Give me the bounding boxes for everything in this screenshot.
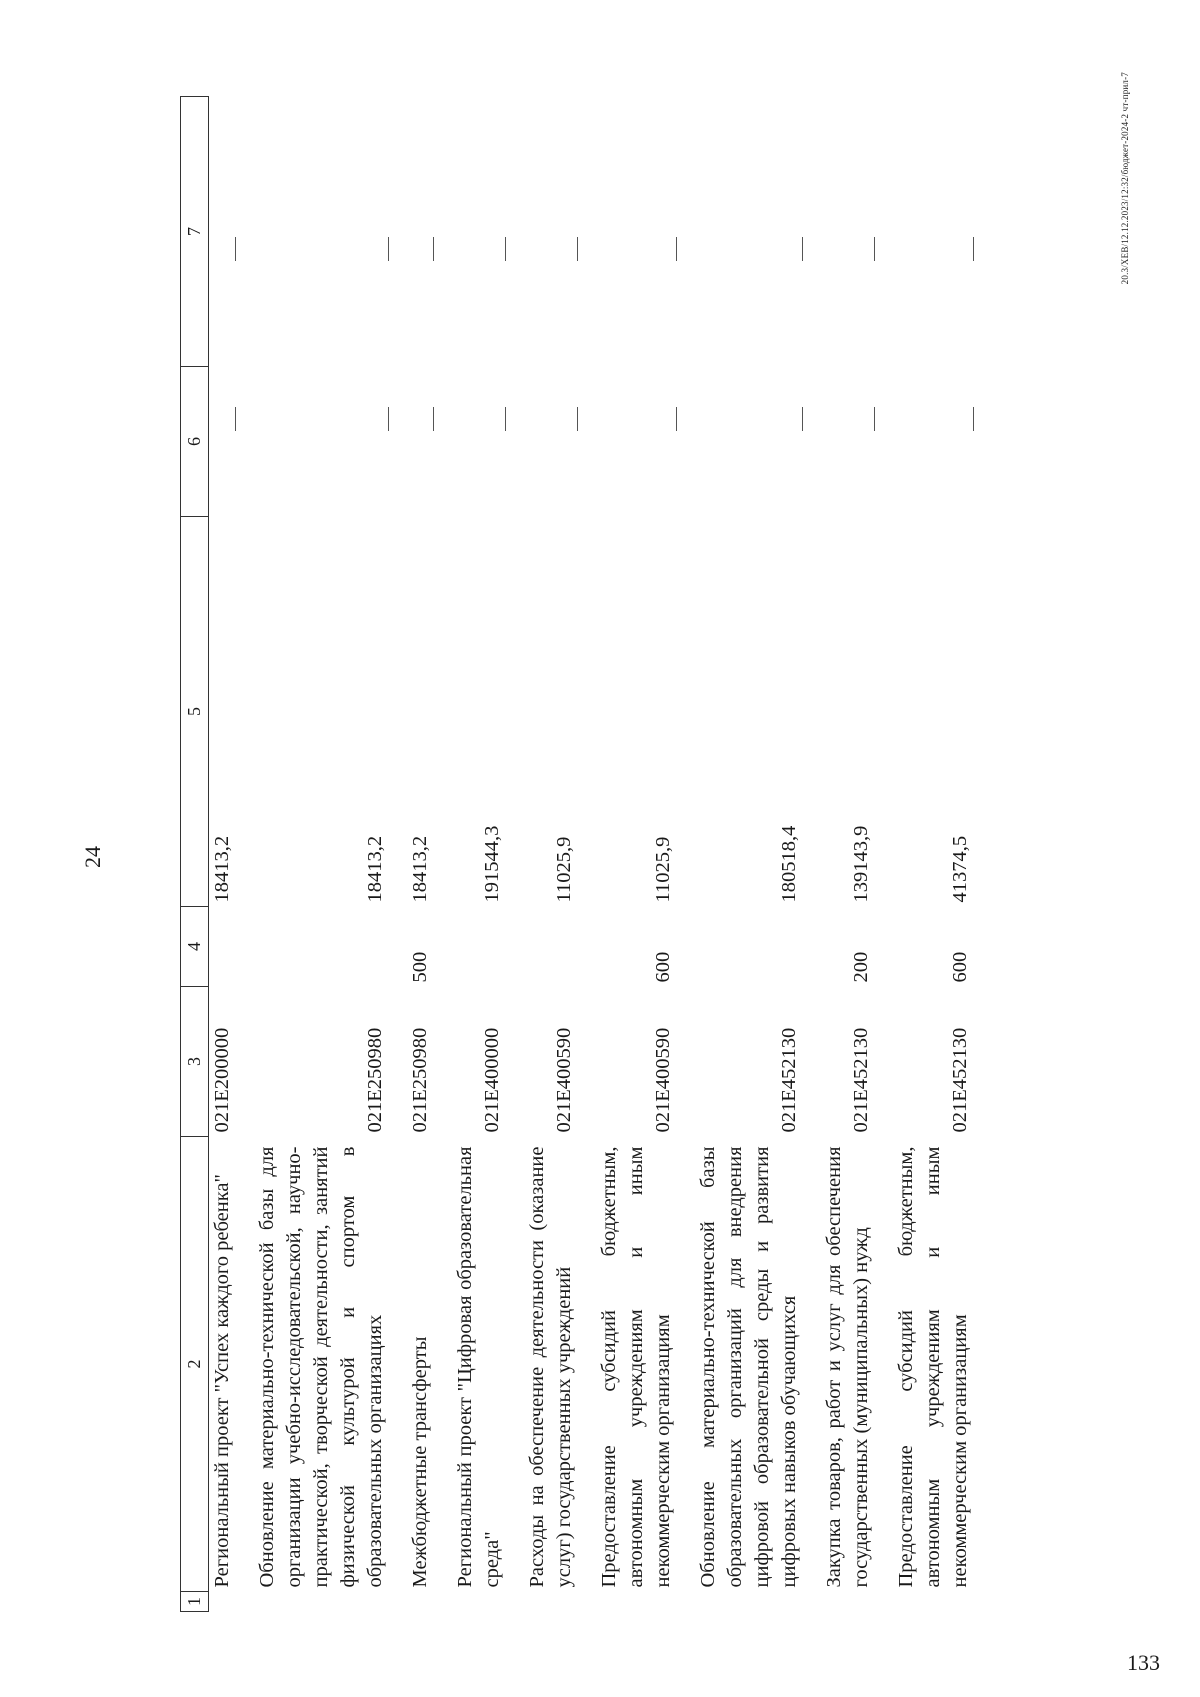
header-col-1: 1 (181, 1592, 209, 1612)
table-row (452, 97, 524, 1612)
row-code: 021E250980 (364, 1027, 386, 1133)
row-amount: 180518,4 (778, 825, 800, 903)
row-col-6 (254, 367, 407, 517)
table-body (209, 97, 993, 1612)
row-amount: 41374,5 (949, 835, 971, 903)
row-col-1 (524, 1592, 596, 1612)
row-name: Региональный проект "Успех каждого ребенка" (211, 1174, 233, 1588)
row-amount: 18413,2 (409, 835, 431, 903)
table-header (181, 97, 209, 1612)
dash-mark (973, 238, 974, 262)
row-col-1 (407, 1592, 452, 1612)
row-col-1 (893, 1592, 992, 1612)
row-col-1 (695, 1592, 821, 1612)
row-col-6 (695, 367, 821, 517)
row-col-7 (821, 97, 893, 367)
header-col-4: 4 (181, 907, 209, 987)
dash-mark (802, 238, 803, 262)
dash-mark (433, 238, 434, 262)
row-name: Межбюджетные трансферты (409, 1336, 431, 1588)
footer-code: 20.3/XEB/12.12.2023/12:32/бюджет-2024-2 чт-прил-7 (1120, 72, 1130, 285)
page-number: 24 (80, 846, 105, 868)
row-col-6 (407, 367, 452, 517)
row-col-1 (209, 1592, 255, 1612)
dash-mark (802, 408, 803, 432)
row-col-1 (821, 1592, 893, 1612)
dash-mark (874, 238, 875, 262)
row-expense-type: 600 (652, 951, 674, 983)
row-expense-type (695, 907, 821, 987)
table-row (209, 97, 255, 1612)
table-row (596, 97, 695, 1612)
row-expense-type (254, 907, 407, 987)
table-row (407, 97, 452, 1612)
dash-mark (505, 238, 506, 262)
row-col-6 (821, 367, 893, 517)
row-name: Расходы на обеспечение деятельности (оказание услуг) государственных учреждений (526, 1146, 575, 1588)
row-col-7 (695, 97, 821, 367)
row-amount: 18413,2 (211, 835, 233, 903)
header-col-5: 5 (181, 517, 209, 907)
row-code: 021E400000 (481, 1027, 503, 1133)
row-col-6 (524, 367, 596, 517)
row-col-6 (452, 367, 524, 517)
row-code: 021E400590 (652, 1027, 674, 1133)
row-col-7 (893, 97, 992, 367)
dash-mark (874, 408, 875, 432)
row-expense-type (209, 907, 255, 987)
row-expense-type: 600 (949, 951, 971, 983)
row-name: Закупка товаров, работ и услуг для обеспечения государственных (муниципальных) нужд (823, 1146, 872, 1588)
row-col-7 (209, 97, 255, 367)
dash-mark (973, 408, 974, 432)
dash-mark (388, 238, 389, 262)
row-col-1 (254, 1592, 407, 1612)
row-expense-type: 500 (409, 951, 431, 983)
row-col-7 (596, 97, 695, 367)
row-code: 021E452130 (850, 1027, 872, 1133)
header-row (181, 97, 209, 1612)
budget-table (180, 96, 992, 1612)
row-col-1 (596, 1592, 695, 1612)
row-col-7 (452, 97, 524, 367)
row-code: 021E250980 (409, 1027, 431, 1133)
table-row (893, 97, 992, 1612)
row-col-6 (209, 367, 255, 517)
row-name: Обновление материально-технической базы для организации учебно-исследовательской, научно-практической, творческой деятельности, занятий физической культурой и спортом в образовательных организациях (256, 1146, 386, 1588)
dash-mark (235, 238, 236, 262)
table-row (695, 97, 821, 1612)
header-col-7: 7 (181, 97, 209, 367)
row-code: 021E452130 (778, 1027, 800, 1133)
dash-mark (235, 408, 236, 432)
row-amount: 11025,9 (652, 836, 674, 903)
header-col-3: 3 (181, 987, 209, 1137)
dash-mark (577, 408, 578, 432)
dash-mark (676, 408, 677, 432)
row-name: Предоставление субсидий бюджетным, автономным учреждениям и иным некоммерческим организациям (598, 1146, 674, 1588)
row-name: Обновление материально-технической базы образовательных организаций для внедрения цифровой образовательной среды и развития цифровых навыков обучающихся (697, 1146, 800, 1588)
dash-mark (676, 238, 677, 262)
row-col-7 (407, 97, 452, 367)
dash-mark (505, 408, 506, 432)
row-code: 021E400590 (553, 1027, 575, 1133)
dash-mark (577, 238, 578, 262)
row-col-7 (524, 97, 596, 367)
row-amount: 191544,3 (481, 825, 503, 903)
row-expense-type (452, 907, 524, 987)
row-col-7 (254, 97, 407, 367)
row-col-1 (452, 1592, 524, 1612)
row-name: Региональный проект "Цифровая образовательная среда" (454, 1146, 503, 1588)
table-row (524, 97, 596, 1612)
row-code: 021E452130 (949, 1027, 971, 1133)
row-amount: 18413,2 (364, 835, 386, 903)
row-col-6 (893, 367, 992, 517)
header-col-6: 6 (181, 367, 209, 517)
header-col-2: 2 (181, 1137, 209, 1592)
table-row (254, 97, 407, 1612)
row-expense-type: 200 (850, 951, 872, 983)
dash-mark (388, 408, 389, 432)
row-expense-type (524, 907, 596, 987)
row-col-6 (596, 367, 695, 517)
row-amount: 139143,9 (850, 825, 872, 903)
sheet-number: 133 (1127, 1650, 1160, 1675)
table-row (821, 97, 893, 1612)
row-code: 021E200000 (211, 1027, 233, 1133)
dash-mark (433, 408, 434, 432)
row-name: Предоставление субсидий бюджетным, автономным учреждениям и иным некоммерческим организациям (895, 1146, 971, 1588)
row-amount: 11025,9 (553, 836, 575, 903)
